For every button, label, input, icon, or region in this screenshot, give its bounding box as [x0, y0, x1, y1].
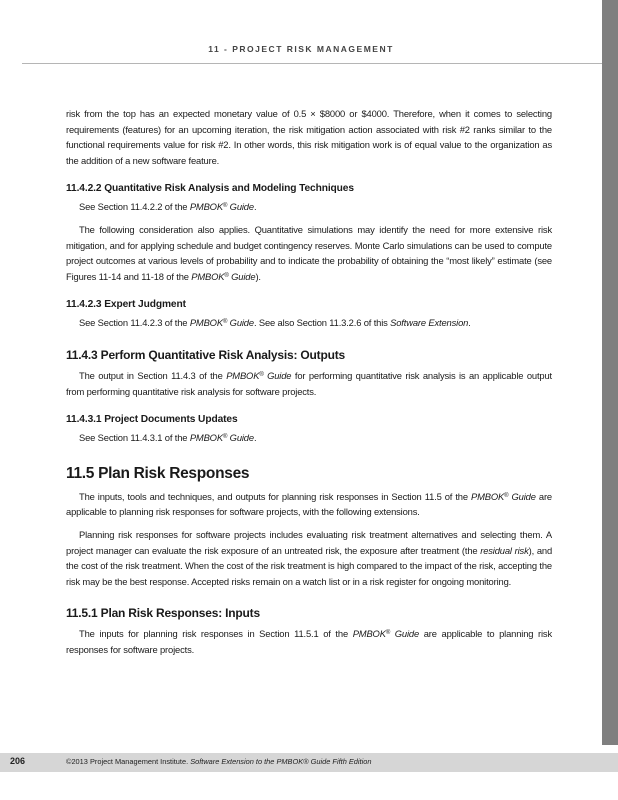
- text: The inputs for planning risk responses in Section 11.5.1 of the: [79, 628, 353, 640]
- paragraph-6: [66, 430, 552, 446]
- body-text: [66, 106, 552, 664]
- text: The inputs, tools and techniques, and outputs for planning risk responses in Section 11.5 of the: [79, 490, 472, 502]
- page-number: 206: [10, 756, 26, 766]
- text: . See also Section 11.3.2.6 of this: [253, 317, 391, 329]
- guide-text: Guide: [227, 201, 254, 213]
- pmbok-text: PMBOK: [189, 317, 223, 329]
- pmbok-text: PMBOK: [352, 628, 386, 640]
- pmbok-text: PMBOK: [471, 490, 505, 502]
- chapter-edge-tab: [602, 0, 618, 745]
- period: .: [468, 317, 471, 329]
- period: .: [253, 201, 257, 213]
- pmbok-text: PMBOK: [189, 432, 223, 444]
- text: See Section 11.4.2.3 of the: [79, 317, 190, 329]
- header-rule: [22, 63, 602, 64]
- pmbok-text: PMBOK: [191, 270, 225, 282]
- pmbok-text: PMBOK: [226, 369, 260, 381]
- paragraph-1: risk from the top has an expected monetary value of 0.5 × $8000 or $4000. Therefore, when it comes to selecting requirements (features) for an upcoming iteration, the risk mitigation action associated with risk #2 ranks similar to the functional requirements value for risk #2. In other words, this risk mitigation work is of equal value to the organization as the addition of a new software feature.: [66, 108, 552, 166]
- text: The following consideration also applies. Quantitative simulations may identify the need for more extensive risk mitigation, and for applying schedule and budget contingency reserves. Monte Carlo simulations can be used to compute project outcomes at various levels of probability and to indicate the probability of obtaining the “most likely” estimate (see Figures 11-14 and 11-18 of the: [66, 223, 552, 282]
- heading-11-5-1: 11.5.1 Plan Risk Responses: Inputs: [66, 606, 260, 621]
- software-extension-ref: Software Extension: [390, 317, 469, 329]
- registered-mark: ®: [222, 319, 228, 326]
- pmbok-guide-ref: [190, 317, 254, 328]
- text: are applicable to planning risk responses for software projects, with the following extensions.: [66, 490, 552, 518]
- period: .: [253, 432, 257, 444]
- registered-mark: ®: [385, 630, 391, 637]
- text: See Section 11.4.2.2 of the: [79, 201, 190, 213]
- pmbok-guide-ref: [471, 491, 536, 502]
- text: ).: [255, 270, 261, 282]
- guide-text: Guide: [227, 432, 254, 444]
- heading-11-4-2-2: 11.4.2.2 Quantitative Risk Analysis and Modeling Techniques: [66, 183, 354, 195]
- text: for performing quantitative risk analysis is an applicable output from performing quantitative risk analysis for software projects.: [66, 369, 552, 397]
- text: ), and the cost of the risk treatment. When the cost of the risk treatment is high compared to the impact of the risk, accepting the risk may be the best response. Accepted risks remain on a watch list or in a risk register for ongoing monitoring.: [66, 544, 553, 587]
- heading-11-4-3-1: 11.4.3.1 Project Documents Updates: [66, 414, 238, 426]
- paragraph-4: [66, 315, 552, 331]
- paragraph-5: [66, 368, 552, 399]
- guide-text: Guide: [228, 270, 256, 282]
- running-head: 11 - PROJECT RISK MANAGEMENT: [208, 44, 394, 54]
- heading-11-5: 11.5 Plan Risk Responses: [66, 464, 250, 482]
- registered-mark: ®: [224, 272, 229, 279]
- guide-text: Guide: [263, 369, 292, 381]
- text: Planning risk responses for software projects includes evaluating risk treatment alternatives and selecting them. A project manager can evaluate the risk exposure of an untreated risk, the exposure after treatment (the: [66, 528, 552, 556]
- guide-text: Guide: [227, 317, 254, 329]
- text: The output in Section 11.4.3 of the: [79, 369, 227, 381]
- registered-mark: ®: [504, 492, 509, 499]
- heading-11-4-2-3: 11.4.2.3 Expert Judgment: [66, 299, 186, 311]
- pmbok-guide-ref: [353, 628, 419, 639]
- pmbok-text: PMBOK: [189, 201, 223, 213]
- heading-11-4-3: 11.4.3 Perform Quantitative Risk Analysis: Outputs: [66, 347, 345, 362]
- guide-text: Guide: [508, 490, 536, 502]
- pmbok-guide-ref: [191, 271, 255, 282]
- paragraph-2: [66, 199, 552, 215]
- copyright: ©2013 Project Management Institute.: [66, 757, 191, 766]
- registered-mark: ®: [222, 434, 228, 441]
- book-title: Software Extension to the PMBOK® Guide Fifth Edition: [190, 757, 372, 766]
- pmbok-guide-ref: [189, 201, 257, 213]
- footer-text: [66, 757, 371, 766]
- paragraph-7: [66, 489, 552, 520]
- paragraph-9: [66, 626, 552, 657]
- paragraph-3: [66, 222, 552, 284]
- paragraph-8: [66, 527, 552, 589]
- residual-risk-term: residual risk: [480, 544, 529, 556]
- registered-mark: ®: [259, 371, 264, 378]
- text: See Section 11.4.3.1 of the: [79, 432, 190, 444]
- pmbok-guide-ref: [189, 432, 257, 444]
- pmbok-guide-ref: [226, 370, 291, 381]
- guide-text: Guide: [390, 628, 420, 640]
- registered-mark: ®: [222, 203, 228, 210]
- text: are applicable to planning risk responses for software projects.: [66, 628, 552, 655]
- footer-bar: [0, 753, 618, 772]
